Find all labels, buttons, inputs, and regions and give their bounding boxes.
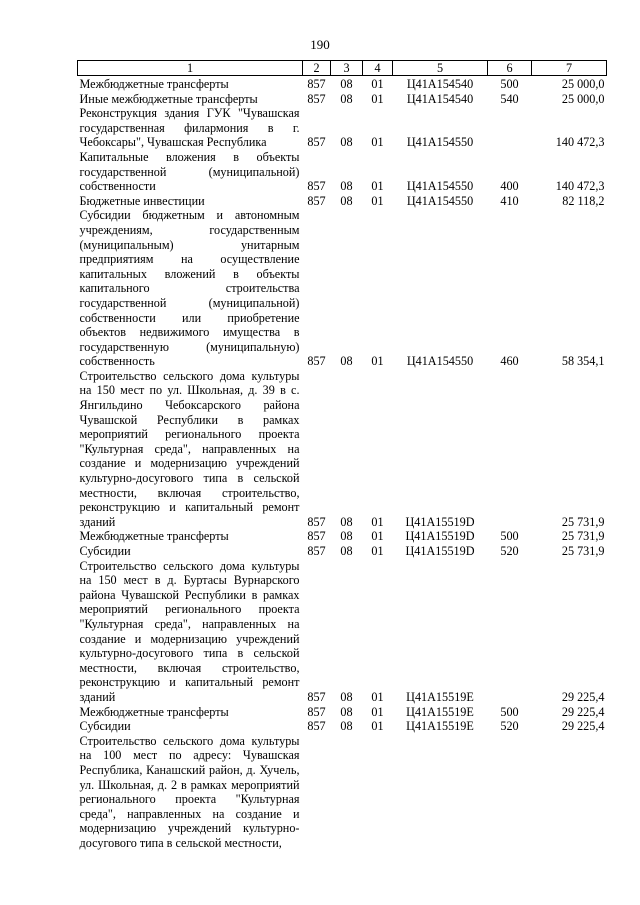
row-name-cell: Межбюджетные трансферты [79,704,229,719]
row-amount-cell: 25 731,9 [561,544,605,558]
column-header: 1 [78,61,303,76]
table-row [78,734,607,851]
row-name-cell: Капитальные вложения в объекты государственной (муниципальной) собственности [79,149,300,194]
table-row [78,106,607,150]
row-target-article-cell: Ц41A154550 [406,135,474,150]
row-target-article-cell: Ц41A15519E [406,719,474,734]
row-code-cell [303,734,331,851]
row-code-cell: 857 [307,179,326,194]
column-header: 5 [393,61,488,76]
row-section-cell: 08 [340,544,353,558]
column-header: 6 [488,61,532,76]
row-code-cell: 857 [307,704,326,719]
row-subsection-cell: 01 [371,193,384,208]
row-section-cell: 08 [340,91,353,106]
row-amount-cell: 140 472,3 [555,179,605,194]
row-code-cell: 857 [307,719,326,734]
table-row [78,76,607,92]
row-target-article-cell: Ц41A154550 [406,193,474,208]
row-code-cell: 857 [307,529,326,544]
table-row [78,529,607,544]
row-expense-type-cell: 520 [500,719,519,734]
row-amount-cell: 25 000,0 [561,91,605,106]
row-subsection-cell [363,734,393,851]
row-expense-type-cell: 520 [500,544,519,558]
row-expense-type-cell: 540 [500,91,519,106]
column-header-row [78,61,607,76]
row-amount-cell: 25 731,9 [561,514,605,529]
row-name-cell: Субсидии [79,544,131,558]
row-code-cell: 857 [307,91,326,106]
page-number: 190 [310,37,330,52]
row-code-cell: 857 [307,689,326,704]
row-code-cell: 857 [307,354,326,369]
row-name-cell: Субсидии [79,719,131,734]
row-target-article-cell: Ц41A154550 [406,179,474,194]
row-name-cell: Строительство сельского дома культуры на 150 мест по ул. Школьная, д. 39 в с. Янгильдино Чебоксарского района Чувашской Республики в рамках мероприятий регионального проекта "Культурная среда", направленных на создание и модернизацию учреждений культурно-досугового типа в сельской местности, включая строительство, реконструкцию и капитальный ремонт зданий [79,368,300,529]
row-subsection-cell: 01 [371,529,384,544]
row-section-cell: 08 [340,514,353,529]
row-subsection-cell: 01 [371,719,384,734]
row-subsection-cell: 01 [371,77,384,91]
row-amount-cell: 29 225,4 [561,689,605,704]
row-code-cell: 857 [307,514,326,529]
row-expense-type-cell: 500 [500,704,519,719]
row-section-cell: 08 [340,689,353,704]
table-row [78,150,607,194]
row-expense-type-cell [488,106,532,150]
row-section-cell: 08 [340,77,353,91]
table-row [78,194,607,209]
row-target-article-cell [393,734,488,851]
row-expense-type-cell: 400 [500,179,519,194]
row-subsection-cell: 01 [371,91,384,106]
row-target-article-cell: Ц41A15519D [405,544,475,558]
row-code-cell: 857 [307,193,326,208]
row-code-cell: 857 [307,544,326,558]
row-target-article-cell: Ц41A15519D [405,514,475,529]
row-expense-type-cell [488,369,532,530]
table-row [78,559,607,705]
row-amount-cell: 25 000,0 [561,77,605,91]
column-header: 4 [363,61,393,76]
row-name-cell: Строительство сельского дома культуры на 100 мест по адресу: Чувашская Республика, Канашский район, д. Хучель, ул. Школьная, д. 2 в рамках мероприятий регионального проекта "Культурная среда", направленных на создание и модернизацию учреждений культурно-досугового типа в сельской местности, [79,733,300,850]
row-amount-cell: 82 118,2 [562,193,605,208]
row-amount-cell: 25 731,9 [561,529,605,544]
row-name-cell: Межбюджетные трансферты [79,77,229,91]
row-amount-cell [532,734,607,851]
row-amount-cell: 29 225,4 [561,719,605,734]
row-section-cell: 08 [340,719,353,734]
row-expense-type-cell: 500 [500,77,519,91]
row-target-article-cell: Ц41A15519E [406,689,474,704]
row-target-article-cell: Ц41A154540 [406,77,474,91]
row-section-cell: 08 [340,529,353,544]
budget-table [77,60,607,850]
table-body [78,76,607,851]
row-amount-cell: 140 472,3 [555,135,605,150]
row-code-cell: 857 [307,77,326,91]
row-subsection-cell: 01 [371,354,384,369]
row-expense-type-cell [488,559,532,705]
row-expense-type-cell: 410 [500,193,519,208]
table-row [78,544,607,559]
column-header: 2 [303,61,331,76]
row-subsection-cell: 01 [371,179,384,194]
row-subsection-cell: 01 [371,544,384,558]
table-row [78,208,607,369]
row-target-article-cell: Ц41A15519D [405,529,475,544]
row-expense-type-cell [488,734,532,851]
row-section-cell [331,734,363,851]
row-amount-cell: 58 354,1 [561,354,605,369]
column-header: 7 [532,61,607,76]
row-subsection-cell: 01 [371,704,384,719]
row-name-cell: Иные межбюджетные трансферты [79,91,258,106]
row-name-cell: Бюджетные инвестиции [79,193,205,208]
row-code-cell: 857 [307,135,326,150]
table-row [78,369,607,530]
column-header: 3 [331,61,363,76]
row-target-article-cell: Ц41A154550 [406,354,474,369]
row-section-cell: 08 [340,179,353,194]
row-name-cell: Строительство сельского дома культуры на 150 мест в д. Буртасы Вурнарского района Чувашской Республики в рамках мероприятий регионального проекта "Культурная среда", направленных на создание и модернизацию учреждений культурно-досугового типа в сельской местности, включая строительство, реконструкцию и капитальный ремонт зданий [79,558,300,704]
row-section-cell: 08 [340,135,353,150]
row-subsection-cell: 01 [371,514,384,529]
row-name-cell: Субсидии бюджетным и автономным учреждениям, государственным (муниципальным) унитарным предприятиям на осуществление капитальных вложений в объекты капитального строительства государственной (муниципальной) собственности или приобретение объектов недвижимого имущества в государственную (муниципальную) собственность [79,208,300,369]
row-expense-type-cell: 500 [500,529,519,544]
row-target-article-cell: Ц41A15519E [406,704,474,719]
row-section-cell: 08 [340,704,353,719]
row-section-cell: 08 [340,354,353,369]
row-name-cell: Реконструкция здания ГУК "Чувашская государственная филармония в г. Чебоксары", Чувашская Республика [79,106,300,150]
table-row [78,92,607,107]
row-amount-cell: 29 225,4 [561,704,605,719]
table-row [78,705,607,720]
row-name-cell: Межбюджетные трансферты [79,529,229,544]
table-row [78,719,607,734]
row-target-article-cell: Ц41A154540 [406,91,474,106]
row-subsection-cell: 01 [371,135,384,150]
row-expense-type-cell: 460 [500,354,519,369]
row-subsection-cell: 01 [371,689,384,704]
row-section-cell: 08 [340,193,353,208]
